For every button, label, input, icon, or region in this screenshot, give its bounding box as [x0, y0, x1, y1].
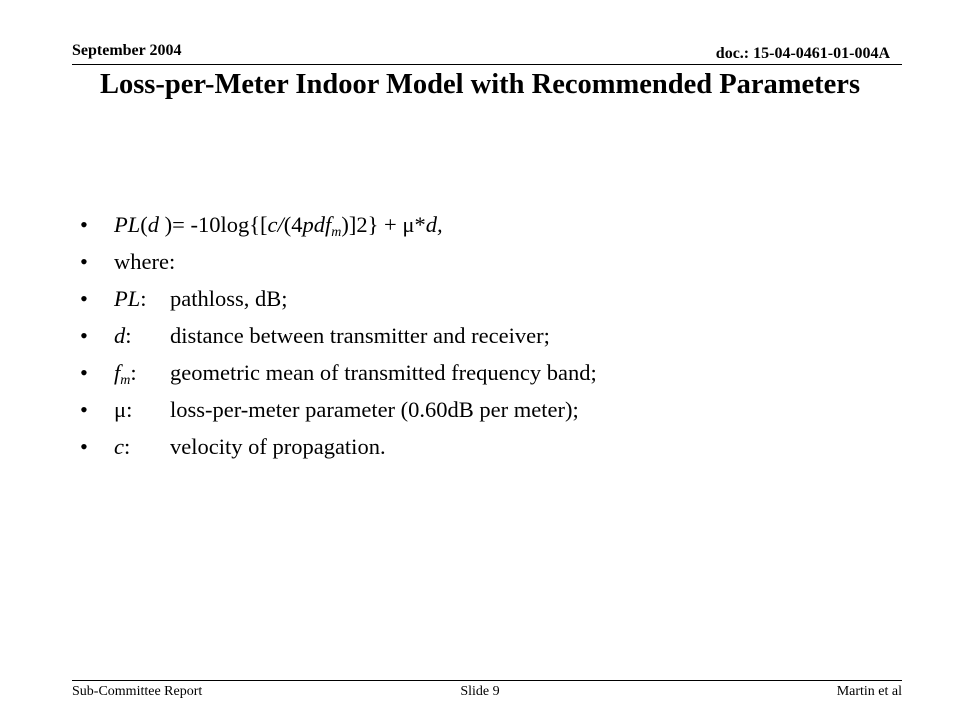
formula-item [80, 212, 597, 249]
definition-item [80, 286, 597, 323]
definition-text: geometric mean of transmitted frequency band; [170, 360, 597, 385]
bullet-marker: • [80, 286, 88, 311]
bullet-marker: • [80, 360, 88, 385]
footer-divider [72, 680, 902, 681]
definition-term: μ: [114, 397, 133, 422]
definition-term: $f_m$: [114, 360, 137, 388]
definition-text: distance between transmitter and receiver; [170, 323, 550, 348]
where-label: where: [114, 249, 176, 274]
bullet-marker: • [80, 323, 88, 348]
definition-item [80, 397, 597, 434]
header-date: September 2004 [72, 42, 182, 59]
where-item [80, 249, 597, 286]
bullet-marker: • [80, 397, 88, 422]
definition-term: c: [114, 434, 131, 459]
bullet-marker: • [80, 249, 88, 274]
definition-text: pathloss, dB; [170, 286, 288, 311]
bullet-list [80, 212, 597, 471]
definition-text: velocity of propagation. [170, 434, 386, 459]
definition-text: loss-per-meter parameter (0.60dB per meter); [170, 397, 579, 422]
footer-left: Sub-Committee Report [72, 684, 203, 699]
bullet-marker: • [80, 212, 88, 237]
definition-item [80, 323, 597, 360]
slide-number: Slide 9 [460, 684, 500, 699]
header-divider [72, 64, 902, 65]
definition-item [80, 434, 597, 471]
header-doc-id: doc.: 15-04-0461-01-004A [715, 45, 890, 62]
definition-term: PL: [114, 286, 147, 311]
bullet-marker: • [80, 434, 88, 459]
footer-author: Martin et al [836, 684, 902, 699]
definition-item [80, 360, 597, 397]
definition-term: d: [114, 323, 132, 348]
formula: PL(d )= -10log{[c/(4pdf$_m$)]2} + μ*d, [114, 212, 443, 240]
slide-title: Loss-per-Meter Indoor Model with Recommended Parameters [99, 69, 861, 100]
